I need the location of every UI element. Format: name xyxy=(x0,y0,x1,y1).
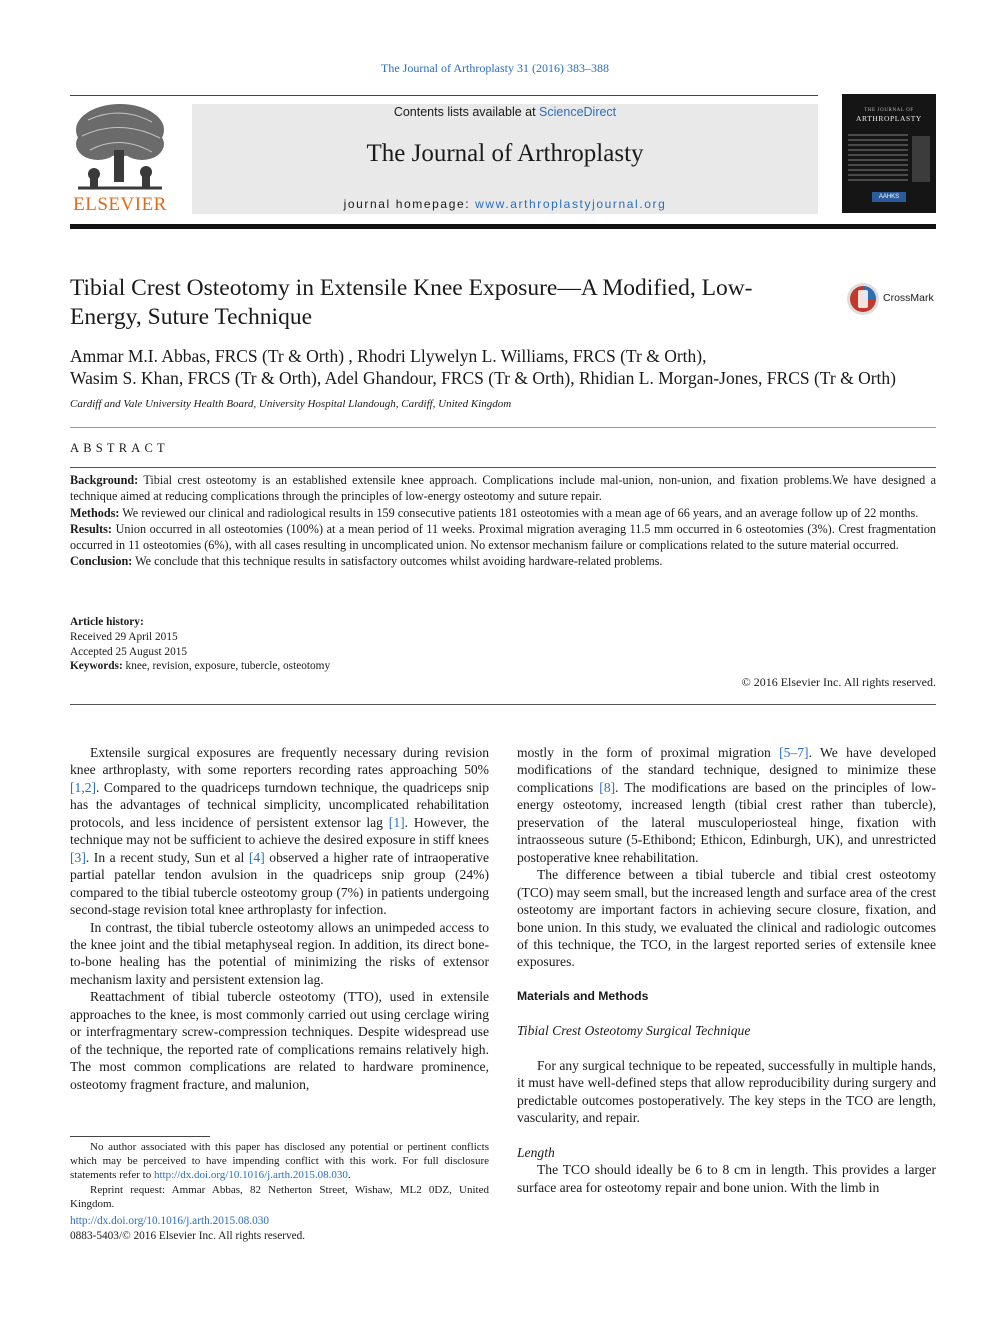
journal-name: The Journal of Arthroplasty xyxy=(366,140,644,167)
text-span: No author associated with this paper has disclosed any potential or pertinent conflicts which may be perceived to have impending conflict with this work. For full disclosure statements refer to xyxy=(70,1141,489,1182)
subsection-heading-length: Length xyxy=(517,1144,555,1160)
body-column-right xyxy=(517,744,936,1196)
text-span: observed a higher rate of intraoperative partial patellar tendon avulsion in the quadriceps snip group (24%) compared to the tibial tubercle osteotomy group (7%) in patients undergoing second-stage revision total knee arthroplasty for infection. xyxy=(70,849,489,918)
text-span: . Compared to the quadriceps turndown technique, the quadriceps snip has the advantages of technical simplicity, uncomplicated rehabilitation protocols, and less incidence of persistent extensor lag xyxy=(70,779,489,830)
cover-image-strip xyxy=(912,136,930,182)
text-span: . xyxy=(347,1169,351,1182)
background-text: Tibial crest osteotomy is an established extensile knee approach. Complications include mal-union, non-union, and fixation problems.We have designed a technique aimed at reducing complications through the principles of low-energy osteotomy and suture repair. xyxy=(70,473,936,504)
technique-paragraph: For any surgical technique to be repeated, successfully in multiple hands, it must have well-defined steps that allow reproducibility during surgery and predictable outcomes postoperatively. The key steps in the TCO are length, vascularity, and repair. xyxy=(517,1057,936,1126)
results-label: Results: xyxy=(70,521,112,536)
methods-text: We reviewed our clinical and radiological results in 159 consecutive patients 181 osteotomies with a mean age of 66 years, and an average follow up of 22 months. xyxy=(122,505,919,520)
crossmark-badge[interactable] xyxy=(846,282,946,316)
crossmark-icon xyxy=(846,282,880,316)
abstract-heading: ABSTRACT xyxy=(70,441,169,455)
header-thick-rule xyxy=(70,224,936,229)
conclusion-text: We conclude that this technique results in satisfactory outcomes whilst avoiding hardware-related problems. xyxy=(135,554,663,569)
header-top-rule xyxy=(70,95,818,96)
cover-text-block xyxy=(848,134,908,182)
results-text: Union occurred in all osteotomies (100%) at a mean period of 11 weeks. Proximal migration averaging 11.5 mm occurred in 6 osteotomies (3%). Crest fragmentation occurred in 11 osteotomies (6%), with all cases resulting in uncomplicated union. No extensor mechanism failure or complications related to the suture material occurred. xyxy=(70,521,937,553)
disclosure-doi-link[interactable]: http://dx.doi.org/10.1016/j.arth.2015.08.030 xyxy=(154,1169,348,1182)
contents-prefix: Contents lists available at xyxy=(393,105,540,119)
doi-block xyxy=(70,1214,489,1244)
contents-available-line xyxy=(192,105,818,119)
reference-link-1-2[interactable]: [1,2] xyxy=(70,779,97,795)
methods-label: Methods: xyxy=(70,505,120,520)
reference-link-3[interactable]: [3] xyxy=(70,849,86,865)
publisher-name: ELSEVIER xyxy=(73,194,167,215)
affiliation-rule xyxy=(70,427,936,428)
crossmark-label: CrossMark xyxy=(883,292,934,304)
article-history xyxy=(70,615,570,674)
text-span: . In a recent study, Sun et al xyxy=(85,849,249,865)
conclusion-label: Conclusion: xyxy=(70,554,133,569)
homepage-link[interactable]: www.arthroplastyjournal.org xyxy=(475,197,667,211)
background-label: Background: xyxy=(70,473,139,487)
length-paragraph: The TCO should ideally be 6 to 8 cm in length. This provides a larger surface area for osteotomy repair and bone union. With the limb in xyxy=(517,1162,936,1195)
section-heading-methods: Materials and Methods xyxy=(517,988,649,1003)
reference-link-5-7[interactable]: [5–7] xyxy=(779,745,809,760)
abstract-end-rule xyxy=(70,704,936,705)
authors-line-1: Ammar M.I. Abbas, FRCS (Tr & Orth) , Rhodri Llywelyn L. Williams, FRCS (Tr & Orth), xyxy=(70,346,707,366)
article-title: Tibial Crest Osteotomy in Extensile Knee Exposure—A Modified, Low-Energy, Suture Technique xyxy=(70,275,753,330)
intro-paragraph-3: Reattachment of tibial tubercle osteotomy (TTO), used in extensile approaches to the knee, is most commonly carried out using cerclage wiring or interfragmentary screw-compression techniques. Despite widespread use of the technique, the reported rate of complications remains relatively high. The most common complications are related to hardware prominence, osteotomy fragment fracture, and malunion, xyxy=(70,989,489,1092)
text-span: Extensile surgical exposures are frequently necessary during revision knee arthroplasty, with some reporters recording rates approaching 50% xyxy=(70,745,489,778)
cover-small-title: THE JOURNAL OF xyxy=(864,108,914,113)
intro-paragraph-1 xyxy=(70,744,489,919)
sciencedirect-link[interactable]: ScienceDirect xyxy=(539,105,617,119)
intro-paragraph-2: In contrast, the tibial tubercle osteotomy allows an unimpeded access to the knee joint and the tibial metaphyseal region. In addition, its direct bone-to-bone healing has the potential of minimizing the risks of extensor mechanism laxity and persistent extension lag. xyxy=(70,919,489,987)
cover-title: ARTHROPLASTY xyxy=(856,114,922,123)
conflict-footnote xyxy=(70,1140,489,1183)
abstract-background xyxy=(70,472,936,505)
text-span: . The modifications are based on the principles of low-energy osteotomy, increased length (tibial crest rather than tubercle), preservation of the lateral musculoperiosteal hinge, fixation with intraosseous suture (5-Ethibond; Ethicon, Edinburgh, UK), and unrestricted postoperative knee rehabilitation. xyxy=(517,779,936,865)
abstract-conclusion xyxy=(70,553,936,569)
cover-aahks-badge: AAHKS xyxy=(872,192,906,202)
reference-link-1[interactable]: [1] xyxy=(388,814,405,830)
article-doi-link[interactable]: http://dx.doi.org/10.1016/j.arth.2015.08.030 xyxy=(70,1215,270,1227)
received-date: Received 29 April 2015 xyxy=(70,630,178,643)
abstract-body xyxy=(70,472,936,570)
keywords-line xyxy=(70,659,570,674)
accepted-date: Accepted 25 August 2015 xyxy=(70,645,188,658)
body-column-left xyxy=(70,744,489,1093)
issn-line: 0883-5403/© 2016 Elsevier Inc. All rights reserved. xyxy=(70,1229,306,1242)
footnotes xyxy=(70,1140,489,1211)
abstract-rule xyxy=(70,467,936,468)
journal-homepage-line xyxy=(192,197,818,211)
homepage-prefix: journal homepage: xyxy=(343,197,476,211)
authors-line-2: Wasim S. Khan, FRCS (Tr & Orth), Adel Ghandour, FRCS (Tr & Orth), Rhidian L. Morgan-Jones, FRCS (Tr & Orth) xyxy=(70,368,896,388)
text-span: . However, the technique may not be sufficient to achieve the desired exposure in stiff knees xyxy=(70,814,489,848)
keywords-text: knee, revision, exposure, tubercle, osteotomy xyxy=(125,660,331,673)
keywords-label: Keywords: xyxy=(70,660,123,673)
reprint-footnote: Reprint request: Ammar Abbas, 82 Netherton Street, Wishaw, ML2 0DZ, United Kingdom. xyxy=(70,1183,489,1210)
author-affiliation: Cardiff and Vale University Health Board, University Hospital Llandough, Cardiff, United Kingdom xyxy=(70,398,512,410)
intro-paragraph-4: The difference between a tibial tubercle and tibial crest osteotomy (TCO) may seem small, but the increased length and surface area of the crest osteotomy are important factors in achieving secure closure, fixation, and bone union. In this study, we evaluated the clinical and radiologic outcomes of this technique, the TCO, in the largest reported series of extensile knee exposures. xyxy=(517,867,936,970)
copyright-notice: © 2016 Elsevier Inc. All rights reserved. xyxy=(741,675,936,689)
journal-cover-thumbnail[interactable] xyxy=(842,94,936,213)
abstract-methods xyxy=(70,505,936,521)
abstract-results xyxy=(70,521,936,554)
text-span: mostly in the form of proximal migration xyxy=(517,745,780,760)
history-label: Article history: xyxy=(70,616,144,628)
subsection-heading-technique: Tibial Crest Osteotomy Surgical Technique xyxy=(517,1023,751,1039)
author-list xyxy=(70,345,950,389)
reference-link-4[interactable]: [4] xyxy=(248,849,265,865)
intro-paragraph-3-cont xyxy=(517,744,936,866)
reference-link-8[interactable]: [8] xyxy=(599,779,616,795)
footnote-rule xyxy=(70,1136,210,1137)
text-span: . We have developed modifications of the standard technique, designed to minimize these complications xyxy=(517,745,936,795)
journal-citation[interactable]: The Journal of Arthroplasty 31 (2016) 383–388 xyxy=(381,61,609,75)
